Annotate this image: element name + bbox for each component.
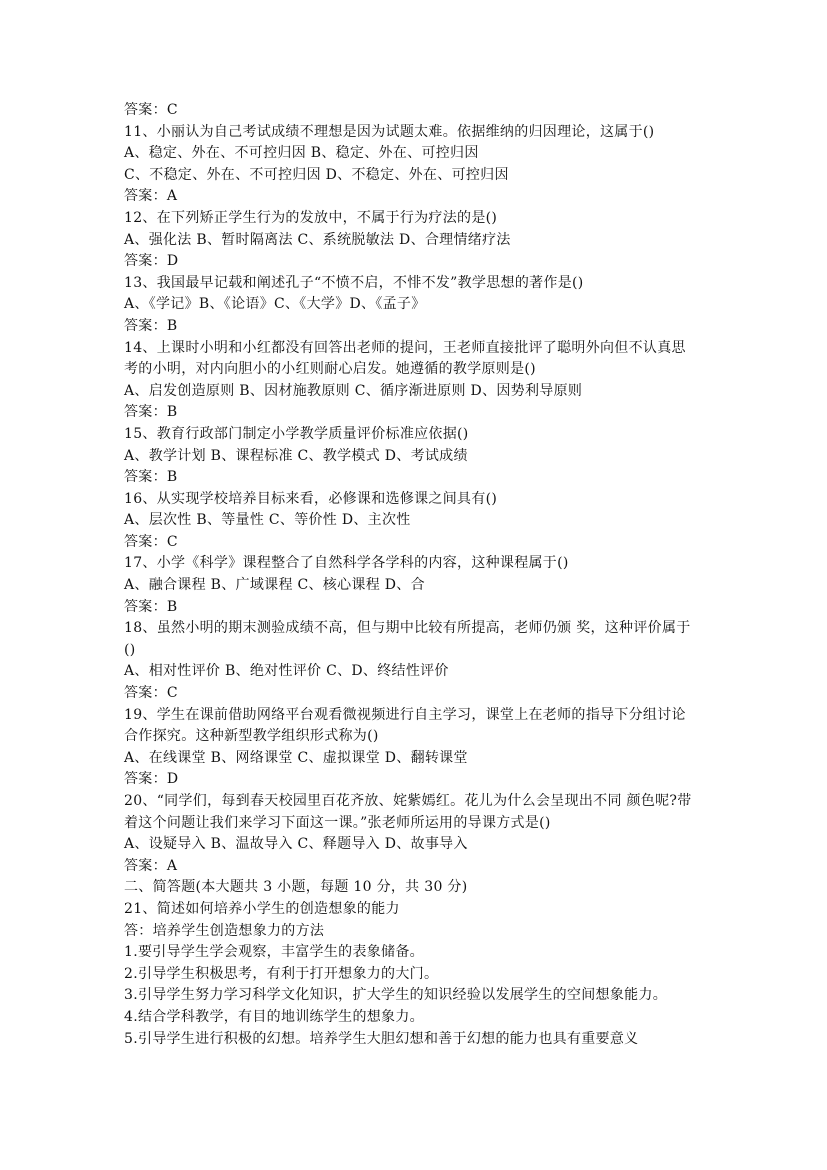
question-line: () [124, 641, 136, 658]
list-item: 1.要引导学生学会观察，丰富学生的表象储备。 [124, 944, 424, 961]
list-item: 3.引导学生努力学习科学文化知识，扩大学生的知识经验以发展学生的空间想象能力。 [124, 987, 668, 1004]
question-line: 12、在下列矫正学生行为的发放中，不属于行为疗法的是() [124, 209, 498, 226]
question-line: 15、教育行政部门制定小学教学质量评价标准应依据() [124, 425, 469, 442]
option-line: A、融合课程 B、广域课程 C、核心课程 D、合 [124, 577, 425, 594]
option-line: A、相对性评价 B、绝对性评价 C、D、终结性评价 [124, 663, 449, 680]
list-item: 2.引导学生积极思考，有利于打开想象力的大门。 [124, 965, 439, 982]
answer-line: 答案：B [124, 404, 178, 421]
question-line: 13、我国最早记载和阐述孔子“不愤不启，不悱不发”教学思想的著作是() [124, 274, 584, 291]
option-line: A、强化法 B、暂时隔离法 C、系统脱敏法 D、合理情绪疗法 [124, 231, 511, 248]
option-line: A、稳定、外在、不可控归因 B、稳定、外在、可控归因 [124, 145, 479, 162]
answer-line: 答案：C [124, 685, 178, 702]
question-line: 合作探究。这种新型教学组织形式称为() [124, 728, 379, 745]
list-item: 4.结合学科教学，有目的地训练学生的想象力。 [124, 1008, 424, 1025]
option-line: A、层次性 B、等量性 C、等价性 D、主次性 [124, 512, 411, 529]
answer-line: 答案：B [124, 598, 178, 615]
option-line: A、在线课堂 B、网络课堂 C、虚拟课堂 D、翻转课堂 [124, 749, 468, 766]
question-line: 17、小学《科学》课程整合了自然科学各学科的内容，这种课程属于() [124, 555, 569, 572]
option-line: C、不稳定、外在、不可控归因 D、不稳定、外在、可控归因 [124, 166, 509, 183]
option-line: A、《学记》B、《论语》C、《大学》D、《孟子》 [124, 296, 426, 313]
question-line: 16、从实现学校培养目标来看，必修课和选修课之间具有() [124, 490, 498, 507]
answer-line: 答案：B [124, 317, 178, 334]
section-heading: 二、简答题(本大题共 3 小题，每题 10 分，共 30 分) [124, 879, 468, 896]
question-line: 18、虽然小明的期末测验成绩不高，但与期中比较有所提高，老师仍颁 奖，这种评价属于 [124, 620, 691, 637]
answer-line: 答案：D [124, 771, 179, 788]
question-line: 20、“同学们，每到春天校园里百花齐放、姹紫嫣红。花儿为什么会呈现出不同 颜色呢?带 [124, 793, 692, 809]
option-line: A、教学计划 B、课程标准 C、教学模式 D、考试成绩 [124, 447, 468, 464]
document-page [124, 100, 714, 1050]
answer-line: 答案：A [124, 188, 178, 205]
question-line: 21、简述如何培养小学生的创造想象的能力 [124, 900, 400, 917]
answer-line: 答案：B [124, 469, 178, 486]
question-line: 11、小丽认为自己考试成绩不理想是因为试题太难。依据维纳的归因理论，这属于() [124, 123, 655, 140]
answer-line: 答案：C [124, 533, 178, 550]
answer-line: 答：培养学生创造想象力的方法 [124, 922, 325, 939]
list-item: 5.引导学生进行积极的幻想。培养学生大胆幻想和善于幻想的能力也具有重要意义 [124, 1030, 639, 1047]
option-line: A、启发创造原则 B、因材施教原则 C、循序渐进原则 D、因势利导原则 [124, 382, 583, 399]
option-line: A、设疑导入 B、温故导入 C、释题导入 D、故事导入 [124, 836, 468, 853]
answer-line: 答案：D [124, 253, 179, 270]
question-line: 着这个问题让我们来学习下面这一课。”张老师所运用的导课方式是() [124, 814, 551, 831]
text-line: 答案：C [124, 102, 178, 118]
question-line: 14、上课时小明和小红都没有回答出老师的提问，王老师直接批评了聪明外向但不认真思 [124, 339, 686, 356]
question-line: 19、学生在课前借助网络平台观看微视频进行自主学习，课堂上在老师的指导下分组讨论 [124, 706, 686, 723]
question-line: 考的小明，对内向胆小的小红则耐心启发。她遵循的教学原则是() [124, 361, 536, 378]
answer-line: 答案：A [124, 857, 178, 874]
